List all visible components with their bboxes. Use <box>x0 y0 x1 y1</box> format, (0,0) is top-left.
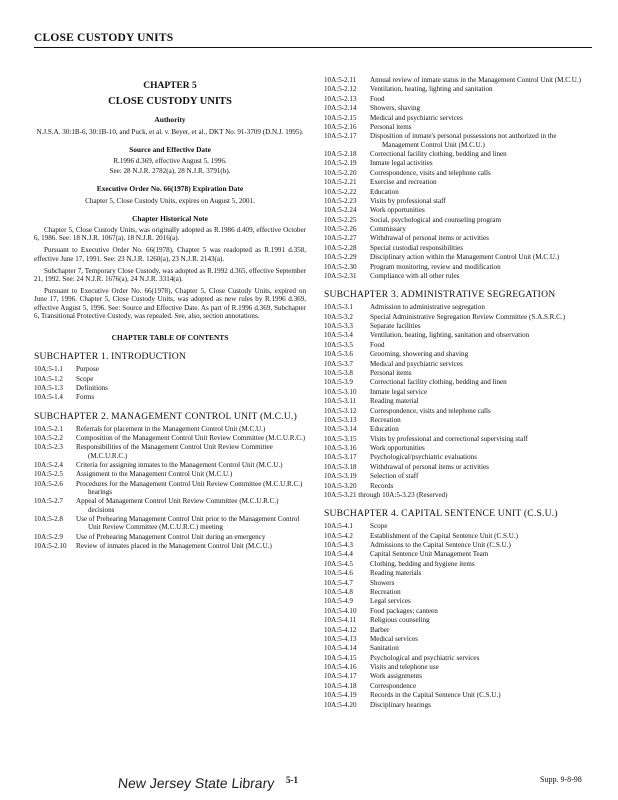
toc-entry-title: Reading materials <box>370 569 422 578</box>
supplement-date: Supp. 9-8-98 <box>540 775 582 784</box>
toc-entry <box>324 607 594 615</box>
toc-entry-number: 10A:5-1.2 <box>34 374 63 383</box>
toc-entry-title: Special Administrative Segregation Review Committee (S.A.S.R.C.) <box>370 312 566 321</box>
toc-entry-number: 10A:5-2.8 <box>34 514 63 523</box>
toc-entry-number: 10A:5-3.7 <box>324 359 353 368</box>
toc-entry <box>324 378 594 386</box>
toc-entry-number: 10A:5-3.3 <box>324 322 353 330</box>
running-header: CLOSE CUSTODY UNITS <box>34 32 174 44</box>
toc-entry <box>324 532 594 540</box>
toc-entry-number: 10A:5-2.5 <box>34 470 63 479</box>
toc-entry-title: Commissary <box>370 225 406 234</box>
toc-entry-title: Scope <box>76 374 94 383</box>
toc-entry <box>324 331 594 339</box>
expiration-text: Chapter 5, Close Custody Units, expires on August 5, 2001. <box>85 196 255 205</box>
toc-entry-number: 10A:5-3.5 <box>324 340 353 349</box>
toc-entry-number: 10A:5-2.1 <box>34 424 63 433</box>
toc-entry-number: 10A:5-2.3 <box>34 443 63 452</box>
toc-entry-title: Psychological and psychiatric services <box>370 653 480 662</box>
toc-entry-number: 10A:5-2.10 <box>34 541 67 550</box>
toc-entry-number: 10A:5-3.10 <box>324 387 357 396</box>
toc-entry <box>34 470 306 478</box>
toc-entry <box>324 425 594 433</box>
toc-entry <box>324 407 594 415</box>
toc-entry-number: 10A:5-2.7 <box>34 497 63 506</box>
toc-entry <box>34 480 306 496</box>
toc-entry <box>324 682 594 690</box>
toc-entry-title: Visits by professional staff <box>370 196 446 205</box>
toc-entry-number: 10A:5-3.6 <box>324 350 353 359</box>
toc-entry-title: Grooming, showering and shaving <box>370 350 469 359</box>
toc-entry-number: 10A:5-3.9 <box>324 378 353 387</box>
toc-entry <box>324 654 594 662</box>
subchapter-2-list <box>34 425 306 551</box>
toc-entry-number: 10A:5-4.20 <box>324 700 357 709</box>
toc-entry <box>324 360 594 368</box>
toc-entry-number: 10A:5-4.9 <box>324 597 353 606</box>
toc-entry-number: 10A:5-4.15 <box>324 653 357 662</box>
toc-entry-title: Capital Sentence Unit Management Team <box>370 550 489 559</box>
toc-entry-title: Procedures for the Management Control Unit Review Committee (M.C.U.R.C.) hearings <box>76 479 303 496</box>
toc-entry-number: 10A:5-3.16 <box>324 444 357 453</box>
toc-entry <box>34 425 306 433</box>
toc-entry-number: 10A:5-3.15 <box>324 434 357 443</box>
toc-entry <box>324 626 594 634</box>
toc-entry-number: 10A:5-2.6 <box>34 479 63 488</box>
toc-entry <box>324 435 594 443</box>
toc-entry-title: Separate facilities <box>370 322 421 330</box>
toc-entry-title: Recreation <box>370 415 401 424</box>
toc-entry-title: Inmate legal activities <box>370 159 433 168</box>
toc-entry <box>34 533 306 541</box>
toc-entry-title: Scope <box>370 522 388 531</box>
toc-entry <box>324 472 594 480</box>
toc-entry <box>324 313 594 321</box>
toc-entry-number: 10A:5-2.13 <box>324 94 357 103</box>
toc-entry <box>324 522 594 530</box>
source-line: R.1996 d.369, effective August 5, 1996. <box>113 157 227 166</box>
toc-entry-number: 10A:5-4.11 <box>324 616 357 625</box>
toc-entry <box>324 416 594 424</box>
toc-entry <box>34 434 306 442</box>
subchapter-4-list <box>324 522 594 709</box>
toc-entry <box>324 444 594 452</box>
toc-entry-title: Personal items <box>370 122 412 131</box>
toc-entry-title: Appeal of Management Control Unit Review Committee (M.C.U.R.C.) decisions <box>76 497 279 514</box>
toc-entry-number: 10A:5-4.7 <box>324 578 353 587</box>
history-paragraph: Chapter 5, Close Custody Units, was originally adopted as R.1986 d.409, effective October 6, 1986. See: 18 N.J.R. 1067(a), 18 N.J.R. 2016(a). <box>34 226 306 243</box>
toc-entry <box>324 150 594 158</box>
toc-entry-number: 10A:5-4.12 <box>324 625 357 634</box>
toc-entry <box>324 225 594 233</box>
history-heading: Chapter Historical Note <box>132 213 208 223</box>
toc-entry <box>324 482 594 490</box>
toc-entry-title: Food packages; canteen <box>370 606 438 615</box>
chapter-number: CHAPTER 5 <box>143 81 197 91</box>
toc-entry-title: Barber <box>370 625 390 634</box>
toc-entry <box>324 132 594 148</box>
toc-entry <box>324 123 594 131</box>
toc-entry-title: Correctional facility clothing, bedding and linen <box>370 378 507 387</box>
toc-entry <box>324 597 594 605</box>
toc-entry-title: Work opportunities <box>370 206 425 215</box>
toc-entry-title: Sanitation <box>370 644 399 653</box>
toc-entry-title: Education <box>370 425 399 434</box>
toc-entry <box>324 159 594 167</box>
toc-heading: CHAPTER TABLE OF CONTENTS <box>111 333 229 343</box>
toc-entry-title: Inmate legal service <box>370 387 428 396</box>
toc-entry-number: 10A:5-4.1 <box>324 522 353 531</box>
toc-entry-number: 10A:5-4.5 <box>324 559 353 568</box>
toc-entry-number: 10A:5-2.12 <box>324 85 357 94</box>
toc-entry-number: 10A:5-3.1 <box>324 303 353 312</box>
toc-entry-number: 10A:5-2.29 <box>324 253 357 262</box>
toc-entry-title: Criteria for assigning inmates to the Management Control Unit (M.C.U.) <box>76 461 283 470</box>
toc-entry-number: 10A:5-2.11 <box>324 76 357 84</box>
toc-entry-title: Withdrawal of personal items or activities <box>370 462 489 471</box>
toc-entry-title: Program monitoring, review and modification <box>370 262 501 271</box>
subchapter-3-reserved: 10A:5-3.21 through 10A:5-3.23 (Reserved) <box>324 491 448 500</box>
toc-entry-title: Records <box>370 481 394 490</box>
subchapter-3-list <box>324 303 594 490</box>
toc-entry-number: 10A:5-2.31 <box>324 272 357 281</box>
toc-entry-number: 10A:5-3.8 <box>324 368 353 377</box>
toc-entry <box>324 588 594 596</box>
toc-entry-number: 10A:5-2.22 <box>324 187 357 196</box>
toc-entry <box>324 85 594 93</box>
toc-entry <box>34 461 306 469</box>
toc-entry-title: Assignment to the Management Control Unit (M.C.U.) <box>76 470 233 479</box>
toc-entry-title: Composition of the Management Control Unit Review Committee (M.C.U.R.C.) <box>76 434 306 443</box>
toc-entry <box>324 672 594 680</box>
toc-entry-number: 10A:5-2.19 <box>324 159 357 168</box>
toc-entry-title: Medical and psychiatric services <box>370 359 463 368</box>
toc-entry-title: Reading material <box>370 397 419 406</box>
source-line: See: 28 N.J.R. 2782(a), 28 N.J.R. 3791(b). <box>109 167 231 176</box>
toc-entry-title: Referrals for placement in the Management Control Unit (M.C.U.) <box>76 424 266 433</box>
toc-entry-number: 10A:5-3.18 <box>324 462 357 471</box>
toc-entry-number: 10A:5-2.30 <box>324 262 357 271</box>
toc-entry <box>324 550 594 558</box>
toc-entry-number: 10A:5-3.14 <box>324 425 357 434</box>
toc-entry <box>324 234 594 242</box>
toc-entry <box>324 178 594 186</box>
toc-entry-title: Purpose <box>76 365 99 374</box>
toc-entry-title: Showers <box>370 578 395 587</box>
toc-entry <box>324 453 594 461</box>
toc-entry-title: Medical and psychiatric services <box>370 113 463 122</box>
toc-entry <box>34 375 306 383</box>
toc-entry-number: 10A:5-4.10 <box>324 606 357 615</box>
toc-entry-number: 10A:5-3.20 <box>324 481 357 490</box>
page-number: 5-1 <box>286 775 298 785</box>
history-paragraph: Pursuant to Executive Order No. 66(1978), Chapter 5 was readopted as R.1991 d.358, effective June 17, 1991. See: 23 N.J.R. 1260(a), 23 N.J.R. 2143(a). <box>34 246 306 263</box>
toc-entry-title: Compliance with all other rules <box>370 272 460 281</box>
toc-entry-title: Definitions <box>76 384 108 393</box>
subchapter-2-title: SUBCHAPTER 2. MANAGEMENT CONTROL UNIT (M.C.U.) <box>34 410 297 422</box>
toc-entry <box>324 569 594 577</box>
header-rule <box>34 47 592 48</box>
subchapter-2-list-continued <box>324 76 594 280</box>
toc-entry-title: Showers, shaving <box>370 104 421 113</box>
toc-entry-number: 10A:5-3.19 <box>324 472 357 481</box>
toc-entry-title: Review of inmates placed in the Management Control Unit (M.C.U.) <box>76 541 272 550</box>
toc-entry <box>324 263 594 271</box>
toc-entry-number: 10A:5-2.9 <box>34 532 63 541</box>
subchapter-3-title: SUBCHAPTER 3. ADMINISTRATIVE SEGREGATION <box>324 289 556 301</box>
subchapter-4-title: SUBCHAPTER 4. CAPITAL SENTENCE UNIT (C.S.U.) <box>324 508 558 520</box>
toc-entry-number: 10A:5-2.27 <box>324 234 357 243</box>
toc-entry-number: 10A:5-4.2 <box>324 531 353 540</box>
toc-entry-number: 10A:5-3.13 <box>324 415 357 424</box>
toc-entry-title: Establishment of the Capital Sentence Unit (C.S.U.) <box>370 531 518 540</box>
toc-entry-number: 10A:5-2.24 <box>324 206 357 215</box>
left-column <box>34 80 306 551</box>
toc-entry <box>324 244 594 252</box>
toc-entry-number: 10A:5-2.18 <box>324 149 357 158</box>
toc-entry-number: 10A:5-1.1 <box>34 365 63 374</box>
toc-entry-number: 10A:5-4.4 <box>324 550 353 559</box>
toc-entry-number: 10A:5-4.19 <box>324 691 357 700</box>
toc-entry <box>324 188 594 196</box>
subchapter-1-list <box>34 365 306 401</box>
toc-entry <box>324 206 594 214</box>
toc-entry-title: Correspondence, visits and telephone calls <box>370 168 491 177</box>
toc-entry-title: Visits by professional and correctional supervising staff <box>370 434 528 443</box>
toc-entry-title: Exercise and recreation <box>370 178 437 187</box>
toc-entry <box>34 515 306 531</box>
toc-entry-number: 10A:5-2.28 <box>324 243 357 252</box>
toc-entry-title: Forms <box>76 393 95 402</box>
toc-entry <box>34 393 306 401</box>
toc-entry-number: 10A:5-2.14 <box>324 104 357 113</box>
toc-entry-title: Work assignments <box>370 672 423 681</box>
toc-entry-number: 10A:5-2.16 <box>324 122 357 131</box>
toc-entry-title: Selection of staff <box>370 472 419 481</box>
toc-entry <box>324 644 594 652</box>
toc-entry-number: 10A:5-1.3 <box>34 384 63 393</box>
toc-entry-title: Responsibilities of the Management Control Unit Review Committee (M.C.U.R.C.) <box>76 443 273 460</box>
toc-entry-number: 10A:5-2.4 <box>34 461 63 470</box>
toc-entry-title: Correspondence <box>370 681 417 690</box>
toc-entry-number: 10A:5-2.17 <box>324 132 357 141</box>
toc-entry <box>324 114 594 122</box>
library-stamp: New Jersey State Library <box>117 775 276 791</box>
toc-entry <box>324 216 594 224</box>
toc-entry <box>324 76 594 84</box>
toc-entry-title: Personal items <box>370 368 412 377</box>
toc-entry-number: 10A:5-2.21 <box>324 178 357 187</box>
toc-entry-title: Disciplinary hearings <box>370 700 431 709</box>
toc-entry <box>34 497 306 513</box>
toc-entry-title: Withdrawal of personal items or activities <box>370 234 489 243</box>
toc-entry-title: Admission to administrative segregation <box>370 303 485 312</box>
toc-entry-title: Clothing, bedding and hygiene items <box>370 559 475 568</box>
expiration-heading: Executive Order No. 66(1978) Expiration Date <box>96 184 244 194</box>
source-heading: Source and Effective Date <box>129 144 211 154</box>
toc-entry <box>324 169 594 177</box>
toc-entry-title: Use of Prehearing Management Control Unit prior to the Management Control Unit Review Committee (M.C.U.R.C.) meeting <box>76 514 300 532</box>
toc-entry-title: Special custodial responsibilities <box>370 243 463 252</box>
toc-entry-number: 10A:5-3.4 <box>324 331 353 340</box>
toc-entry <box>324 541 594 549</box>
toc-entry <box>324 350 594 358</box>
toc-entry-title: Ventilation, heating, lighting and sanitation <box>370 85 493 94</box>
toc-entry-number: 10A:5-2.26 <box>324 225 357 234</box>
chapter-title: CLOSE CUSTODY UNITS <box>108 96 232 108</box>
toc-entry <box>34 365 306 373</box>
history-paragraph: Subchapter 7, Temporary Close Custody, was adopted as R.1992 d.365, effective September 21, 1992. See: 24 N.J.R. 1676(a), 24 N.J.R. 3314(a). <box>34 266 306 284</box>
toc-entry-number: 10A:5-1.4 <box>34 393 63 402</box>
toc-entry <box>324 579 594 587</box>
toc-entry-title: Food <box>370 340 385 349</box>
toc-entry-title: Food <box>370 94 385 103</box>
toc-entry-number: 10A:5-3.11 <box>324 397 357 406</box>
toc-entry <box>324 272 594 280</box>
toc-entry-title: Annual review of inmate status in the Management Control Unit (M.C.U.) <box>370 76 581 84</box>
toc-entry-title: Admissions to the Capital Sentence Unit (C.S.U.) <box>370 541 511 550</box>
toc-entry-number: 10A:5-4.16 <box>324 663 357 672</box>
toc-entry-number: 10A:5-2.2 <box>34 434 63 443</box>
toc-entry-title: Legal services <box>370 597 411 606</box>
subchapter-1-title: SUBCHAPTER 1. INTRODUCTION <box>34 351 187 363</box>
toc-entry <box>324 616 594 624</box>
toc-entry-title: Medical services <box>370 634 418 643</box>
toc-entry <box>324 397 594 405</box>
toc-entry-title: Ventilation, heating, lighting, sanitation and observation <box>370 331 530 340</box>
toc-entry-title: Disposition of inmate's personal possessions not authorized in the Management Control Unit (M.C.U.) <box>370 132 557 149</box>
toc-entry-number: 10A:5-2.15 <box>324 113 357 122</box>
toc-entry-title: Psychological/psychiatric evaluations <box>370 453 477 462</box>
toc-entry <box>34 384 306 392</box>
toc-entry <box>324 95 594 103</box>
right-column <box>324 76 594 710</box>
toc-entry <box>324 341 594 349</box>
toc-entry-number: 10A:5-2.25 <box>324 215 357 224</box>
toc-entry-title: Visits and telephone use <box>370 663 439 672</box>
toc-entry-number: 10A:5-2.23 <box>324 196 357 205</box>
toc-entry <box>324 197 594 205</box>
toc-entry <box>34 542 306 550</box>
toc-entry <box>324 463 594 471</box>
toc-entry <box>324 701 594 709</box>
toc-entry-number: 10A:5-3.17 <box>324 453 357 462</box>
toc-entry-title: Correspondence, visits and telephone calls <box>370 406 491 415</box>
toc-entry <box>324 104 594 112</box>
toc-entry <box>324 322 594 330</box>
toc-entry <box>324 635 594 643</box>
toc-entry-number: 10A:5-4.14 <box>324 644 357 653</box>
toc-entry-title: Correctional facility clothing, bedding and linen <box>370 149 507 158</box>
toc-entry-number: 10A:5-4.6 <box>324 569 353 578</box>
toc-entry <box>324 303 594 311</box>
authority-text: N.J.S.A. 30:1B-6, 30:1B-10, and Puck, et al. v. Beyer, et al., DKT No. 91-3709 (D.N.J. 1995). <box>36 127 304 136</box>
toc-entry <box>324 253 594 261</box>
toc-entry-number: 10A:5-4.18 <box>324 681 357 690</box>
authority-heading: Authority <box>154 115 186 125</box>
toc-entry-title: Disciplinary action within the Management Control Unit (M.C.U.) <box>370 253 560 262</box>
toc-entry-title: Records in the Capital Sentence Unit (C.S.U.) <box>370 691 501 700</box>
toc-entry-title: Social, psychological and counseling program <box>370 215 502 224</box>
toc-entry <box>324 388 594 396</box>
toc-entry <box>324 663 594 671</box>
toc-entry-title: Education <box>370 187 399 196</box>
toc-entry-title: Recreation <box>370 587 401 596</box>
toc-entry <box>324 691 594 699</box>
history-paragraph: Pursuant to Executive Order No. 66(1978), Chapter 5, Close Custody Units, expired on June 17, 1996. Chapter 5, Close Custody Units, was adopted as new rules by R.1996 d.369, effective August 5, 1996. See: Source and Effective Date. As part of R.1996 d.369, Subchapter 6, Transitional Protective Custody, was repealed. See, also, section annotations. <box>34 287 306 320</box>
toc-entry-title: Use of Prehearing Management Control Unit during an emergency <box>76 532 266 541</box>
toc-entry <box>324 560 594 568</box>
toc-entry <box>34 443 306 459</box>
toc-entry-number: 10A:5-4.13 <box>324 634 357 643</box>
toc-entry-number: 10A:5-4.3 <box>324 541 353 550</box>
toc-entry-title: Work opportunities <box>370 444 425 453</box>
toc-entry-number: 10A:5-4.17 <box>324 672 357 681</box>
toc-entry-number: 10A:5-2.20 <box>324 168 357 177</box>
toc-entry-number: 10A:5-3.2 <box>324 312 353 321</box>
toc-entry-number: 10A:5-4.8 <box>324 587 353 596</box>
toc-entry-title: Religious counseling <box>370 616 430 625</box>
toc-entry <box>324 369 594 377</box>
toc-entry-number: 10A:5-3.12 <box>324 406 357 415</box>
